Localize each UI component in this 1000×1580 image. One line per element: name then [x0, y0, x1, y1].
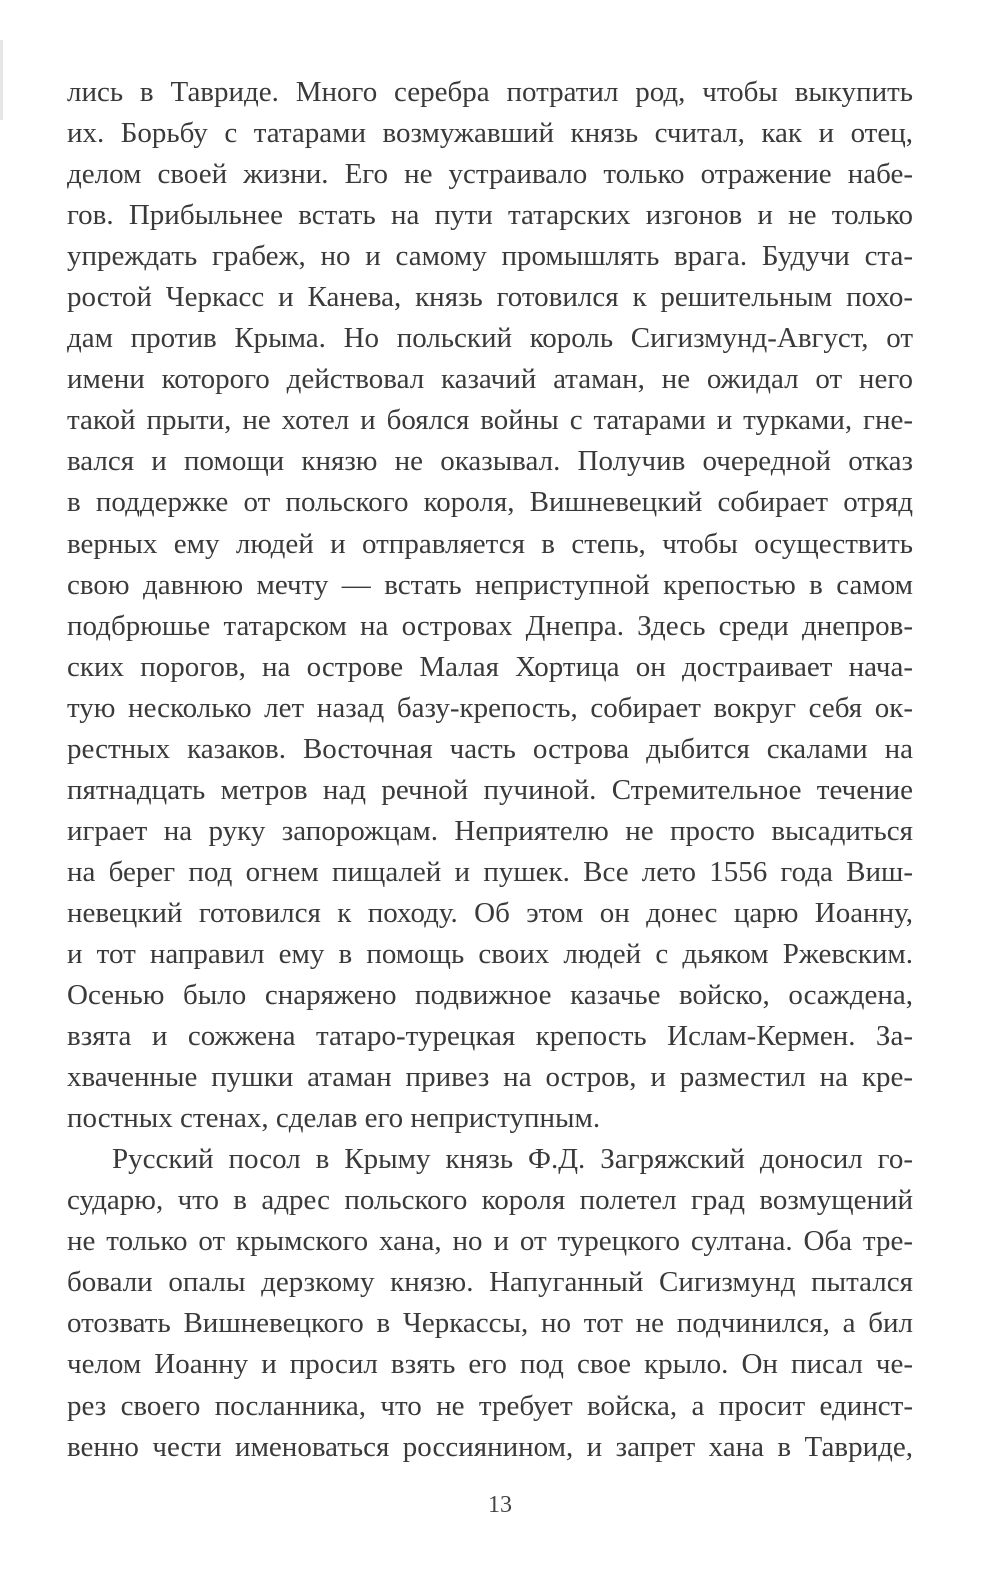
text-line: челом Иоанну и просил взять его под свое крыло. Он писал че-	[67, 1348, 913, 1381]
text-line: отозвать Вишневецкого в Черкассы, но тот не подчинился, а бил	[67, 1307, 913, 1340]
text-line: невецкий готовился к походу. Об этом он донес царю Иоанну,	[67, 896, 913, 929]
text-line: верных ему людей и отправляется в степь, чтобы осуществить	[67, 527, 913, 560]
text-line: постных стенах, сделав его неприступным.	[67, 1102, 601, 1135]
page-number: 13	[488, 1492, 512, 1518]
text-line: и тот направил ему в помощь своих людей с дьяком Ржевским.	[67, 937, 913, 970]
text-line: рестных казаков. Восточная часть острова дыбится скалами на	[67, 732, 913, 765]
text-line: подбрюшье татарском на островах Днепра. Здесь среди днепров-	[67, 609, 913, 642]
text-line: играет на руку запорожцам. Неприятелю не просто высадиться	[67, 814, 913, 847]
text-line: свою давнюю мечту — встать неприступной крепостью в самом	[67, 568, 913, 601]
text-line: Осенью было снаряжено подвижное казачье войско, осаждена,	[67, 979, 913, 1012]
paragraph-1	[67, 72, 913, 1139]
paragraph-2	[67, 1139, 913, 1467]
text-line: в поддержке от польского короля, Вишневецкий собирает отряд	[67, 486, 913, 519]
text-line: вался и помощи князю не оказывал. Получив очередной отказ	[67, 445, 913, 478]
text-line: на берег под огнем пищалей и пушек. Все лето 1556 года Виш-	[67, 855, 913, 888]
text-line: делом своей жизни. Его не устраивало только отражение набе-	[67, 158, 913, 191]
text-line: ских порогов, на острове Малая Хортица он достраивает нача-	[67, 650, 913, 683]
text-line: их. Борьбу с татарами возмужавший князь считал, как и отец,	[67, 117, 913, 150]
text-line: ростой Черкасс и Канева, князь готовился к решительным похо-	[67, 281, 913, 314]
text-line: гов. Прибыльнее встать на пути татарских изгонов и не только	[67, 199, 913, 232]
text-line: рез своего посланника, что не требует войска, а просит единст-	[67, 1389, 913, 1422]
text-line: сударю, что в адрес польского короля полетел град возмущений	[67, 1184, 913, 1217]
text-line: не только от крымского хана, но и от турецкого султана. Оба тре-	[67, 1225, 913, 1258]
text-line: венно чести именоваться россиянином, и запрет хана в Тавриде,	[67, 1430, 913, 1463]
text-line: бовали опалы дерзкому князю. Напуганный Сигизмунд пытался	[67, 1266, 913, 1299]
text-line: имени которого действовал казачий атаман, не ожидал от него	[67, 363, 913, 396]
text-line: дам против Крыма. Но польский король Сигизмунд-Август, от	[67, 322, 913, 355]
text-line: лись в Тавриде. Много серебра потратил род, чтобы выкупить	[67, 76, 913, 108]
text-line: упреждать грабеж, но и самому промышлять врага. Будучи ста-	[67, 240, 913, 273]
text-line: Русский посол в Крыму князь Ф.Д. Загряжский доносил го-	[112, 1143, 913, 1176]
text-line: тую несколько лет назад базу-крепость, собирает вокруг себя ок-	[67, 691, 913, 724]
text-line: хваченные пушки атаман привез на остров, и разместил на кре-	[67, 1061, 913, 1094]
page-edge-shadow	[0, 40, 3, 120]
page-body	[67, 72, 913, 1468]
text-line: такой прыти, не хотел и боялся войны с татарами и турками, гне-	[67, 404, 913, 437]
text-line: пятнадцать метров над речной пучиной. Стремительное течение	[67, 773, 913, 806]
text-line: взята и сожжена татаро-турецкая крепость Ислам-Кермен. За-	[67, 1020, 913, 1053]
